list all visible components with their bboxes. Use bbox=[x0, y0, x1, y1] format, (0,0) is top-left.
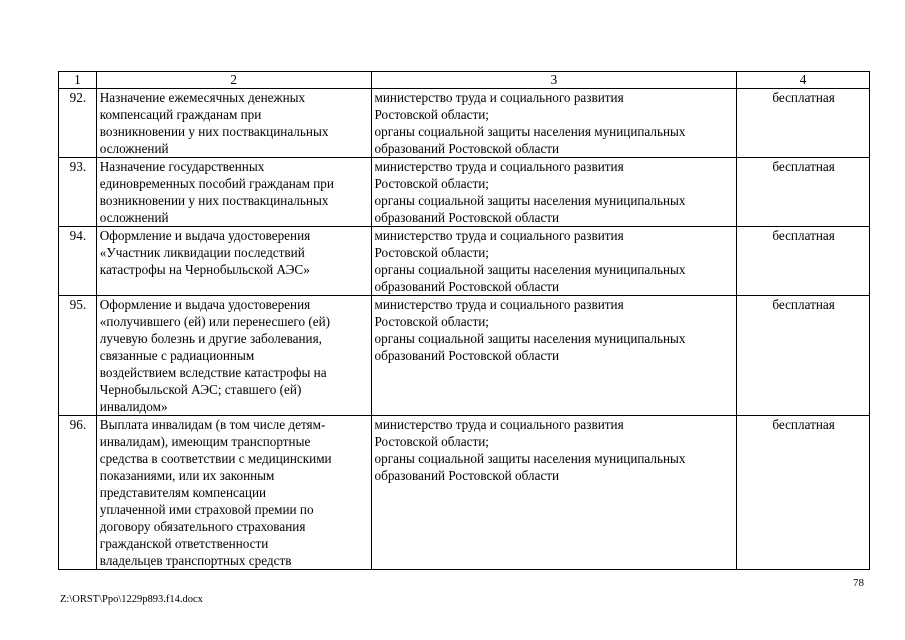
responsible-org-line: министерство труда и социального развития bbox=[374, 417, 624, 432]
service-name-line: «получившего (ей) или перенесшего (ей) bbox=[99, 314, 331, 329]
table-row bbox=[59, 296, 870, 416]
service-name-line: «Участник ликвидации последствий bbox=[99, 245, 305, 260]
service-name-line: Оформление и выдача удостоверения bbox=[99, 228, 311, 243]
responsible-org-cell bbox=[371, 416, 737, 570]
table-row bbox=[59, 89, 870, 158]
responsible-org-line: образований Ростовской области bbox=[374, 348, 560, 363]
row-number-cell: 94. bbox=[59, 227, 97, 296]
fee-cell: бесплатная bbox=[737, 296, 870, 416]
responsible-org-cell bbox=[371, 227, 737, 296]
service-name-line: средства в соответствии с медицинскими bbox=[99, 451, 332, 466]
service-name-line: воздействием вследствие катастрофы на bbox=[99, 365, 327, 380]
responsible-org-line: министерство труда и социального развития bbox=[374, 90, 624, 105]
service-name-cell bbox=[96, 416, 371, 570]
service-name-line: Чернобыльской АЭС; ставшего (ей) bbox=[99, 382, 302, 397]
row-number-cell: 96. bbox=[59, 416, 97, 570]
header-col-2: 2 bbox=[96, 72, 371, 89]
responsible-org-line: министерство труда и социального развития bbox=[374, 228, 624, 243]
service-name-line: компенсаций гражданам при bbox=[99, 107, 262, 122]
responsible-org-line: образований Ростовской области bbox=[374, 279, 560, 294]
service-name-line: гражданской ответственности bbox=[99, 536, 269, 551]
row-number-cell: 95. bbox=[59, 296, 97, 416]
responsible-org-line: Ростовской области; bbox=[374, 314, 489, 329]
table-header-row bbox=[59, 72, 870, 89]
service-name-cell bbox=[96, 227, 371, 296]
header-col-1: 1 bbox=[59, 72, 97, 89]
responsible-org-line: Ростовской области; bbox=[374, 176, 489, 191]
table-row bbox=[59, 416, 870, 570]
responsible-org-line: органы социальной защиты населения муниципальных bbox=[374, 124, 686, 139]
row-number-cell: 93. bbox=[59, 158, 97, 227]
service-name-line: Назначение государственных bbox=[99, 159, 265, 174]
header-col-4: 4 bbox=[737, 72, 870, 89]
responsible-org-line: министерство труда и социального развития bbox=[374, 297, 624, 312]
file-path: Z:\ORST\Ppo\1229p893.f14.docx bbox=[60, 594, 203, 605]
fee-cell: бесплатная bbox=[737, 158, 870, 227]
service-name-line: осложнений bbox=[99, 210, 169, 225]
responsible-org-line: Ростовской области; bbox=[374, 107, 489, 122]
service-name-line: катастрофы на Чернобыльской АЭС» bbox=[99, 262, 310, 277]
service-name-line: лучевую болезнь и другие заболевания, bbox=[99, 331, 322, 346]
responsible-org-line: органы социальной защиты населения муниципальных bbox=[374, 262, 686, 277]
responsible-org-line: образований Ростовской области bbox=[374, 468, 560, 483]
service-name-cell bbox=[96, 296, 371, 416]
responsible-org-cell bbox=[371, 158, 737, 227]
table-body bbox=[59, 72, 870, 570]
service-name-line: Оформление и выдача удостоверения bbox=[99, 297, 311, 312]
responsible-org-line: Ростовской области; bbox=[374, 245, 489, 260]
services-table bbox=[58, 71, 870, 570]
service-name-line: договору обязательного страхования bbox=[99, 519, 306, 534]
service-name-line: инвалидом» bbox=[99, 399, 168, 414]
service-name-line: возникновении у них поствакцинальных bbox=[99, 193, 329, 208]
service-name-line: уплаченной ими страховой премии по bbox=[99, 502, 314, 517]
responsible-org-line: органы социальной защиты населения муниципальных bbox=[374, 193, 686, 208]
service-name-line: единовременных пособий гражданам при bbox=[99, 176, 334, 191]
responsible-org-line: органы социальной защиты населения муниципальных bbox=[374, 451, 686, 466]
service-name-line: осложнений bbox=[99, 141, 169, 156]
responsible-org-line: образований Ростовской области bbox=[374, 210, 560, 225]
service-name-line: Выплата инвалидам (в том числе детям- bbox=[99, 417, 326, 432]
service-name-line: владельцев транспортных средств bbox=[99, 553, 292, 568]
table-row bbox=[59, 227, 870, 296]
header-col-3: 3 bbox=[371, 72, 737, 89]
service-name-line: представителям компенсации bbox=[99, 485, 267, 500]
service-name-line: Назначение ежемесячных денежных bbox=[99, 90, 306, 105]
responsible-org-cell bbox=[371, 89, 737, 158]
responsible-org-line: министерство труда и социального развития bbox=[374, 159, 624, 174]
service-name-line: показаниями, или их законным bbox=[99, 468, 275, 483]
service-name-line: возникновении у них поствакцинальных bbox=[99, 124, 329, 139]
responsible-org-line: органы социальной защиты населения муниципальных bbox=[374, 331, 686, 346]
table-row bbox=[59, 158, 870, 227]
row-number-cell: 92. bbox=[59, 89, 97, 158]
service-name-cell bbox=[96, 89, 371, 158]
service-name-line: связанные с радиационным bbox=[99, 348, 255, 363]
service-name-line: инвалидам), имеющим транспортные bbox=[99, 434, 311, 449]
responsible-org-line: образований Ростовской области bbox=[374, 141, 560, 156]
responsible-org-cell bbox=[371, 296, 737, 416]
fee-cell: бесплатная bbox=[737, 227, 870, 296]
responsible-org-line: Ростовской области; bbox=[374, 434, 489, 449]
page-number: 78 bbox=[853, 577, 864, 589]
service-name-cell bbox=[96, 158, 371, 227]
fee-cell: бесплатная bbox=[737, 89, 870, 158]
fee-cell: бесплатная bbox=[737, 416, 870, 570]
